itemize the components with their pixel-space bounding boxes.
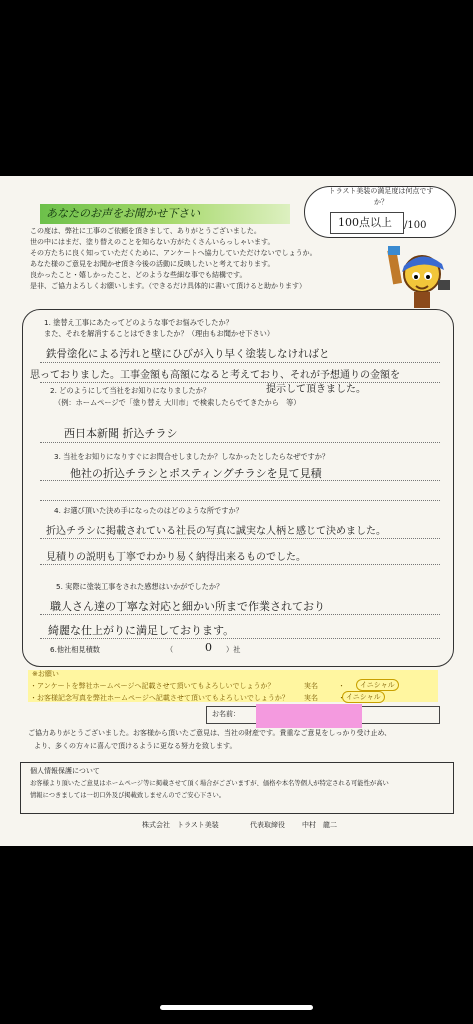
rep-name: 中村 龍二 — [302, 821, 337, 829]
name-redaction — [256, 704, 362, 728]
name-label: お名前： — [212, 710, 240, 718]
satisfaction-question: トラスト美装の満足度は何点ですか？ — [328, 187, 434, 206]
question-4: 4. お選び頂いた決め手になったのはどのような所ですか？ — [54, 506, 243, 515]
question-1-sub: また、それを解消することはできましたか？（理由もお聞かせ下さい） — [44, 329, 275, 338]
intro-line: この度は、弊社に工事のご依頼を頂きまして、ありがとうございました。 — [30, 227, 261, 235]
satisfaction-score: 100点以上 — [338, 216, 392, 229]
consent-row-2-separator: ・ — [338, 694, 345, 702]
rule — [40, 362, 440, 363]
consent-row-2: ・お客様記念写真を弊社ホームページへ記載させて頂いてもよろしいでしょうか？ — [30, 694, 289, 702]
question-1: 1. 塗替え工事にあたってどのような事でお悩みでしたか？ — [44, 318, 233, 327]
question-2-example: （例：ホームページで「塗り替え 大川市」で検索したらでてきたから 等） — [54, 398, 301, 407]
answer-1-line-2: 思っておりました。工事金額も高額になると考えており、それが予想通りの金額を — [30, 370, 400, 381]
intro-line: 良かったこと・嬉しかったこと、どのような些細な事でも結構です。 — [30, 271, 247, 279]
painter-mascot-icon — [386, 246, 456, 312]
privacy-title: 個人情報保護について — [30, 767, 100, 775]
question-5: 5. 実際に塗装工事をされた感想はいかがでしたか？ — [56, 582, 224, 591]
rule — [40, 564, 440, 565]
other-quotes-count: 0 — [205, 641, 212, 654]
rep-title: 代表取締役 — [250, 821, 285, 829]
privacy-body: 情報につきましては一切口外及び掲載致しませんのでご安心下さい。 — [30, 792, 226, 799]
other-quotes-open: （ — [166, 645, 174, 654]
answer-4-line-2: 見積りの説明も丁寧でわかり易く納得出来るものでした。 — [46, 552, 306, 563]
consent-row-1: ・アンケートを弊社ホームページへ記載させて頂いてもよろしいでしょうか？ — [30, 682, 275, 690]
question-3: 3. 当社をお知りになりすぐにお問合せしましたか？しなかったとしたらなぜですか？ — [54, 452, 330, 461]
thanks-line: ご協力ありがとうございました。お客様から頂いたご意見は、当社の財産です。貴重なご意見をしっかり受け止め、 — [28, 729, 392, 737]
intro-text — [30, 226, 330, 292]
answer-5-line-1: 職人さん達の丁寧な対応と細かい所まで作業されており — [50, 600, 325, 613]
satisfaction-denominator: /100 — [404, 220, 427, 231]
rule — [40, 382, 440, 383]
consent-header: ※お願い — [32, 670, 59, 678]
other-quotes-close: ）社 — [226, 645, 241, 654]
page-title: あなたのお声をお聞かせ下さい — [40, 204, 290, 224]
company-name: 株式会社 トラスト美装 — [142, 821, 219, 829]
intro-line: 是非、ご協力よろしくお願いします。（できるだけ具体的に書いて頂けると助かります） — [30, 282, 306, 290]
intro-line: 世の中にはまだ、塗り替えのことを知らない方がたくさんいらっしゃいます。 — [30, 238, 275, 246]
consent-row-1-real-name[interactable]: 実名 — [304, 682, 318, 690]
home-indicator[interactable] — [160, 1005, 313, 1010]
rule — [40, 442, 440, 443]
rule — [40, 500, 440, 501]
answer-1-continued: 提示して頂きました。 — [266, 384, 366, 395]
intro-line: その方たちに良く知っていただくために、アンケートへ協力していただけないでしょうか。 — [30, 249, 317, 257]
consent-row-1-separator: ・ — [338, 682, 345, 690]
rule — [40, 480, 440, 481]
rule — [40, 614, 440, 615]
other-quotes-label: 6.他社相見積数 — [50, 645, 100, 654]
consent-row-2-initial-selected[interactable]: イニシャル — [342, 691, 385, 703]
intro-line: あなた様のご意見をお聞かせ頂き今後の活動に反映したいと考えております。 — [30, 260, 275, 268]
answer-2: 西日本新聞 折込チラシ — [64, 427, 178, 440]
rule — [40, 638, 440, 639]
thanks-line: より、多くの方々に喜んで頂けるように更なる努力を致します。 — [34, 742, 237, 750]
answer-1-line-1: 鉄骨塗化による汚れと壁にひびが入り早く塗装しなければと — [46, 348, 330, 360]
answer-3: 他社の折込チラシとポスティングチラシを見て見積 — [70, 467, 322, 480]
privacy-body: お客様より頂いたご意見はホームページ等に掲載させて頂く場合がございますが、価格や本名等個人が特定される可能性が高い — [30, 780, 389, 787]
rule — [40, 538, 440, 539]
answer-4-line-1: 折込チラシに掲載されている社長の写真に誠実な人柄と感じて決めました。 — [46, 526, 386, 537]
consent-row-2-real-name[interactable]: 実名 — [304, 694, 318, 702]
question-2: 2. どのようにして当社をお知りになりましたか？ — [50, 386, 211, 395]
consent-row-1-initial-selected[interactable]: イニシャル — [356, 679, 399, 691]
answer-5-line-2: 綺麗な仕上がりに満足しております。 — [48, 624, 235, 637]
